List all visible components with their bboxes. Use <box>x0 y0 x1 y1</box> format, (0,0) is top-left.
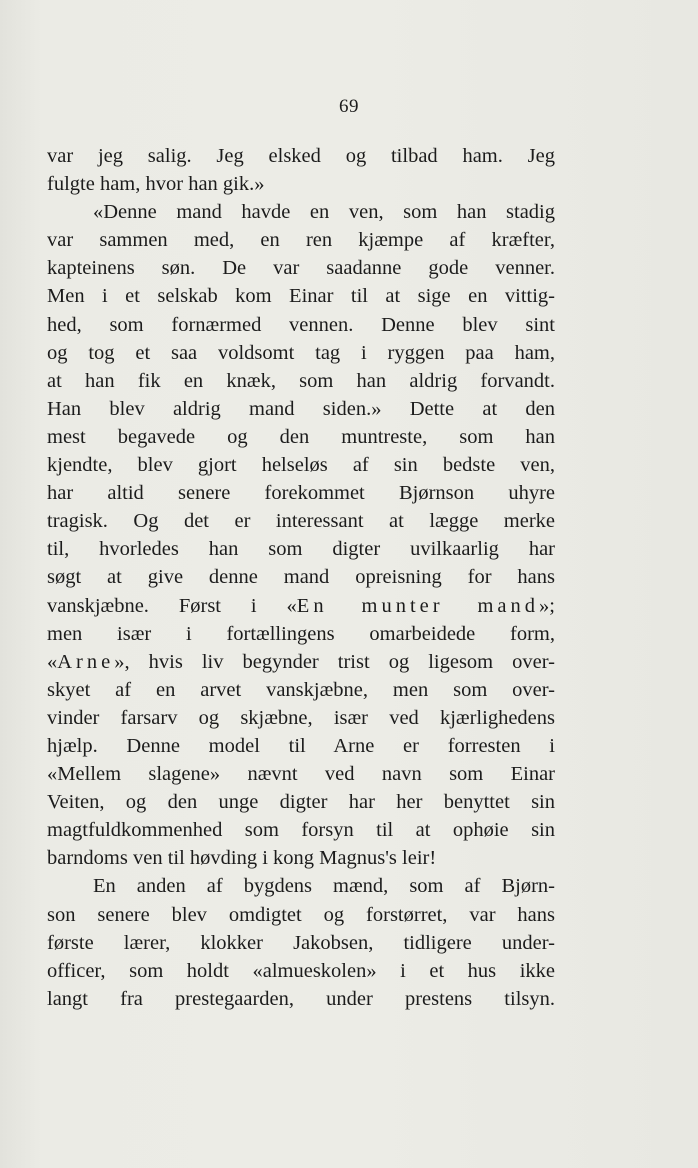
text-line <box>47 648 555 676</box>
text-line: og tog et saa voldsomt tag i ryggen paa ham, <box>47 341 555 364</box>
text-line: var sammen med, en ren kjæmpe af kræfter, <box>47 229 555 252</box>
text-line: Men i et selskab kom Einar til at sige en vittig- <box>47 285 555 308</box>
body-text <box>47 142 555 1013</box>
text-line: søgt at give denne mand opreisning for hans <box>47 566 555 589</box>
text-line: tragisk. Og det er interessant at lægge merke <box>47 510 555 533</box>
text-line: vinder farsarv og skjæbne, især ved kjærlighedens <box>47 706 555 729</box>
text-run: »; <box>539 594 555 617</box>
text-line: langt fra prestegaarden, under prestens tilsyn. <box>47 987 555 1010</box>
text-line: hjælp. Denne model til Arne er forresten i <box>47 734 555 757</box>
text-line: mest begavede og den muntreste, som han <box>47 425 555 448</box>
text-line: «Mellem slagene» nævnt ved navn som Einar <box>47 763 555 786</box>
text-line: var jeg salig. Jeg elsked og tilbad ham. Jeg <box>47 145 555 167</box>
text-line: En anden af bygdens mænd, som af Bjørn- <box>93 875 555 898</box>
text-line: son senere blev omdigtet og forstørret, var hans <box>47 903 555 926</box>
text-line: men især i fortællingens omarbeidede form, <box>47 622 555 645</box>
spaced-title: En munter mand <box>296 594 540 617</box>
text-line: fulgte ham, hvor han gik.» <box>47 173 265 196</box>
page-number: 69 <box>339 96 359 117</box>
text-run: », hvis liv begynder trist og ligesom over- <box>114 650 555 673</box>
text-line: magtfuldkommenhed som forsyn til at ophøie sin <box>47 819 555 842</box>
spaced-title: Arne <box>57 650 115 673</box>
text-line: første lærer, klokker Jakobsen, tidligere under- <box>47 931 555 954</box>
text-line <box>47 592 555 620</box>
text-line: «Denne mand havde en ven, som han stadig <box>93 201 555 224</box>
text-line: at han fik en knæk, som han aldrig forvandt. <box>47 369 555 392</box>
text-line: har altid senere forekommet Bjørnson uhyre <box>47 482 555 505</box>
text-line: kjendte, blev gjort helseløs af sin bedste ven, <box>47 454 555 477</box>
text-run: « <box>47 650 58 673</box>
text-line: Han blev aldrig mand siden.» Dette at den <box>47 397 555 420</box>
text-line: Veiten, og den unge digter har her benyttet sin <box>47 791 555 814</box>
text-line: officer, som holdt «almueskolen» i et hus ikke <box>47 959 555 982</box>
text-line: skyet af en arvet vanskjæbne, men som over- <box>47 678 555 701</box>
text-line: barndoms ven til høvding i kong Magnus's leir! <box>47 847 437 870</box>
text-run: vanskjæbne. Først i « <box>47 594 297 617</box>
text-line: til, hvorledes han som digter uvilkaarlig har <box>47 538 555 561</box>
text-line: kapteinens søn. De var saadanne gode venner. <box>47 257 555 280</box>
text-line: hed, som fornærmed vennen. Denne blev sint <box>47 313 555 336</box>
